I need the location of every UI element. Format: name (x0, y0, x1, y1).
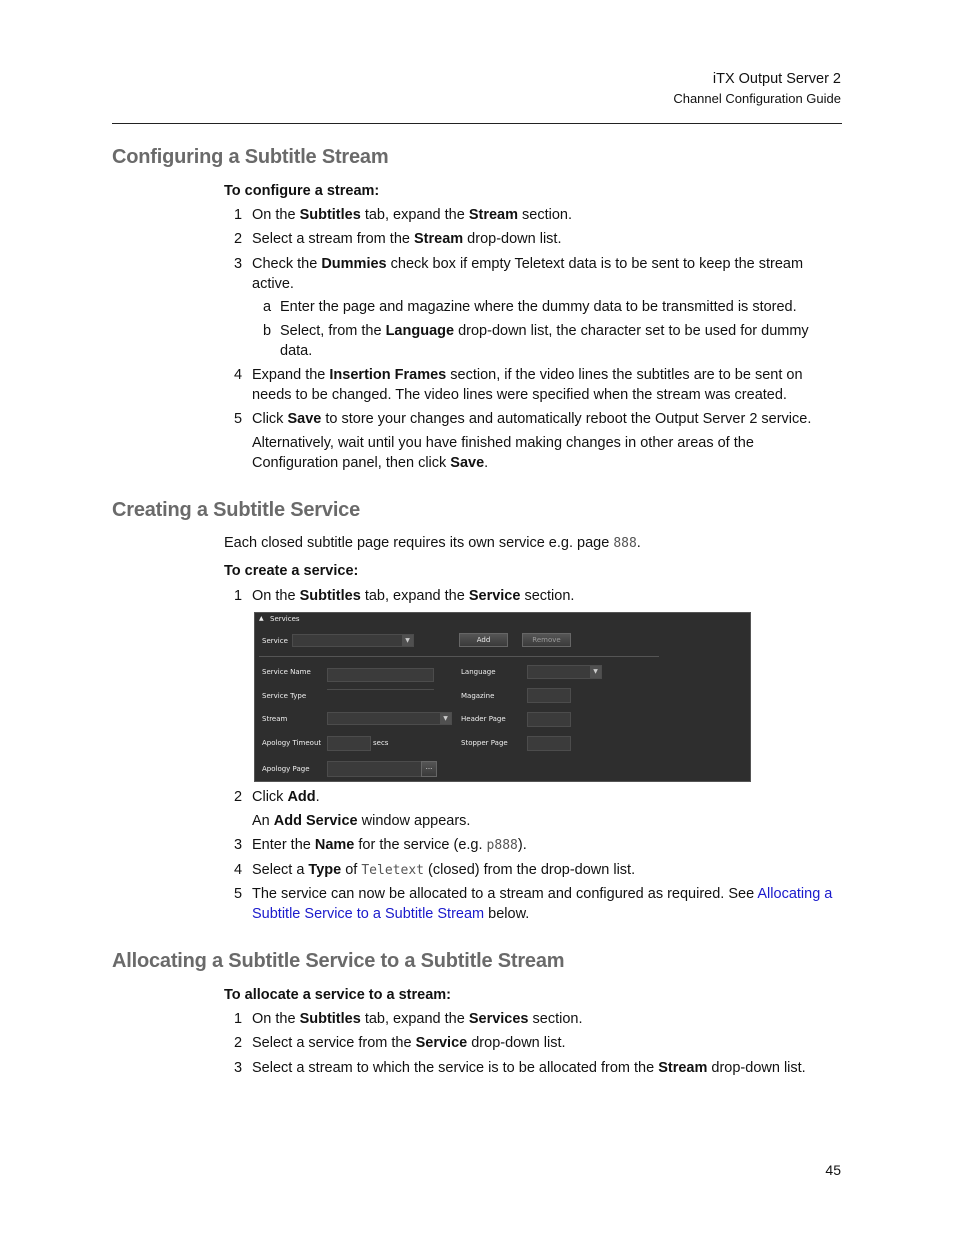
stopper-page-input[interactable] (527, 736, 571, 751)
step-number: 5 (234, 886, 243, 902)
chevron-down-icon: ▼ (402, 635, 413, 646)
step-text: On the Subtitles tab, expand the Stream section. (252, 207, 572, 223)
browse-button[interactable]: ... (421, 761, 437, 777)
intro-paragraph: Each closed subtitle page requires its own service e.g. page 888. (224, 535, 641, 551)
chevron-down-icon: ▼ (590, 666, 601, 678)
substep-text: Select, from the Language drop-down list, the character set to be used for dummy data. (280, 323, 809, 359)
step-number: 4 (234, 367, 243, 383)
magazine-input[interactable] (527, 688, 571, 703)
header-page-input[interactable] (527, 712, 571, 727)
remove-button[interactable]: Remove (522, 633, 571, 647)
step-text: Check the Dummies check box if empty Teletext data is to be sent to keep the stream active. (252, 256, 804, 292)
service-dropdown[interactable] (292, 634, 414, 647)
apology-timeout-input[interactable] (327, 736, 371, 751)
header-rule (112, 123, 842, 124)
panel-title: Services (270, 615, 300, 623)
step-text: Enter the Name for the service (e.g. p888). (252, 837, 527, 853)
magazine-label: Magazine (461, 692, 495, 700)
substep-text: Enter the page and magazine where the dummy data to be transmitted is stored. (280, 299, 797, 315)
section-title-create: Creating a Subtitle Service (112, 499, 361, 521)
triangle-up-icon[interactable]: ▲ (259, 615, 264, 622)
step-text: Select a service from the Service drop-down list. (252, 1035, 566, 1051)
header-product: iTX Output Server 2 (712, 71, 841, 87)
step-number: 2 (234, 231, 243, 247)
step-text: Select a stream to which the service is to be allocated from the Stream drop-down list. (252, 1060, 806, 1076)
procedure-heading: To allocate a service to a stream: (224, 987, 452, 1003)
step-number: 1 (234, 588, 243, 604)
substep-letter: b (263, 323, 272, 339)
service-name-label: Service Name (262, 668, 311, 676)
divider (259, 656, 659, 657)
section-title-configure: Configuring a Subtitle Stream (112, 146, 389, 168)
step-text: Click Add. (252, 789, 320, 805)
service-name-input[interactable] (327, 668, 434, 682)
page-number: 45 (825, 1162, 841, 1178)
step-text: Select a stream from the Stream drop-down list. (252, 231, 562, 247)
step-number: 2 (234, 789, 243, 805)
step-number: 1 (234, 1011, 243, 1027)
step-number: 3 (234, 256, 243, 272)
service-type-label: Service Type (262, 692, 307, 700)
add-button[interactable]: Add (459, 633, 508, 647)
step-continuation: Alternatively, wait until you have finished making changes in other areas of the Configuration panel, then click Save. (252, 435, 754, 471)
step-text: On the Subtitles tab, expand the Service section. (252, 588, 575, 604)
step-number: 2 (234, 1035, 243, 1051)
header-page-label: Header Page (461, 715, 506, 723)
procedure-heading: To create a service: (224, 563, 359, 579)
secs-label: secs (373, 739, 389, 747)
language-dropdown[interactable] (527, 665, 602, 679)
substep-letter: a (263, 299, 272, 315)
step-text: Expand the Insertion Frames section, if the video lines the subtitles are to be sent on needs to be changed. The video lines were specified when the stream was created. (252, 367, 803, 403)
step-text: Select a Type of Teletext (closed) from the drop-down list. (252, 862, 636, 878)
section-title-allocate: Allocating a Subtitle Service to a Subtitle Stream (112, 950, 565, 972)
service-label: Service (262, 637, 288, 645)
services-panel-screenshot (254, 612, 751, 782)
step-number: 5 (234, 411, 243, 427)
header-guide: Channel Configuration Guide (673, 91, 841, 106)
stream-label: Stream (262, 715, 288, 723)
apology-page-input[interactable] (327, 761, 423, 777)
procedure-heading: To configure a stream: (224, 183, 380, 199)
language-label: Language (461, 668, 496, 676)
cross-reference-link[interactable]: Allocating a Subtitle Service to a Subtitle Stream (252, 886, 833, 922)
stopper-page-label: Stopper Page (461, 739, 508, 747)
apology-timeout-label: Apology Timeout (262, 739, 322, 747)
step-number: 3 (234, 1060, 243, 1076)
step-text: On the Subtitles tab, expand the Services section. (252, 1011, 583, 1027)
apology-page-label: Apology Page (262, 765, 310, 773)
step-continuation: An Add Service window appears. (252, 813, 471, 829)
stream-dropdown[interactable] (327, 712, 452, 725)
chevron-down-icon: ▼ (440, 713, 451, 724)
step-number: 3 (234, 837, 243, 853)
step-number: 1 (234, 207, 243, 223)
step-text: Click Save to store your changes and automatically reboot the Output Server 2 service. (252, 411, 812, 427)
step-text: The service can now be allocated to a stream and configured as required. See Allocating a Subtitle Service to a Subtitle Stream below. (252, 886, 833, 922)
step-number: 4 (234, 862, 243, 878)
service-type-field[interactable] (327, 689, 434, 690)
